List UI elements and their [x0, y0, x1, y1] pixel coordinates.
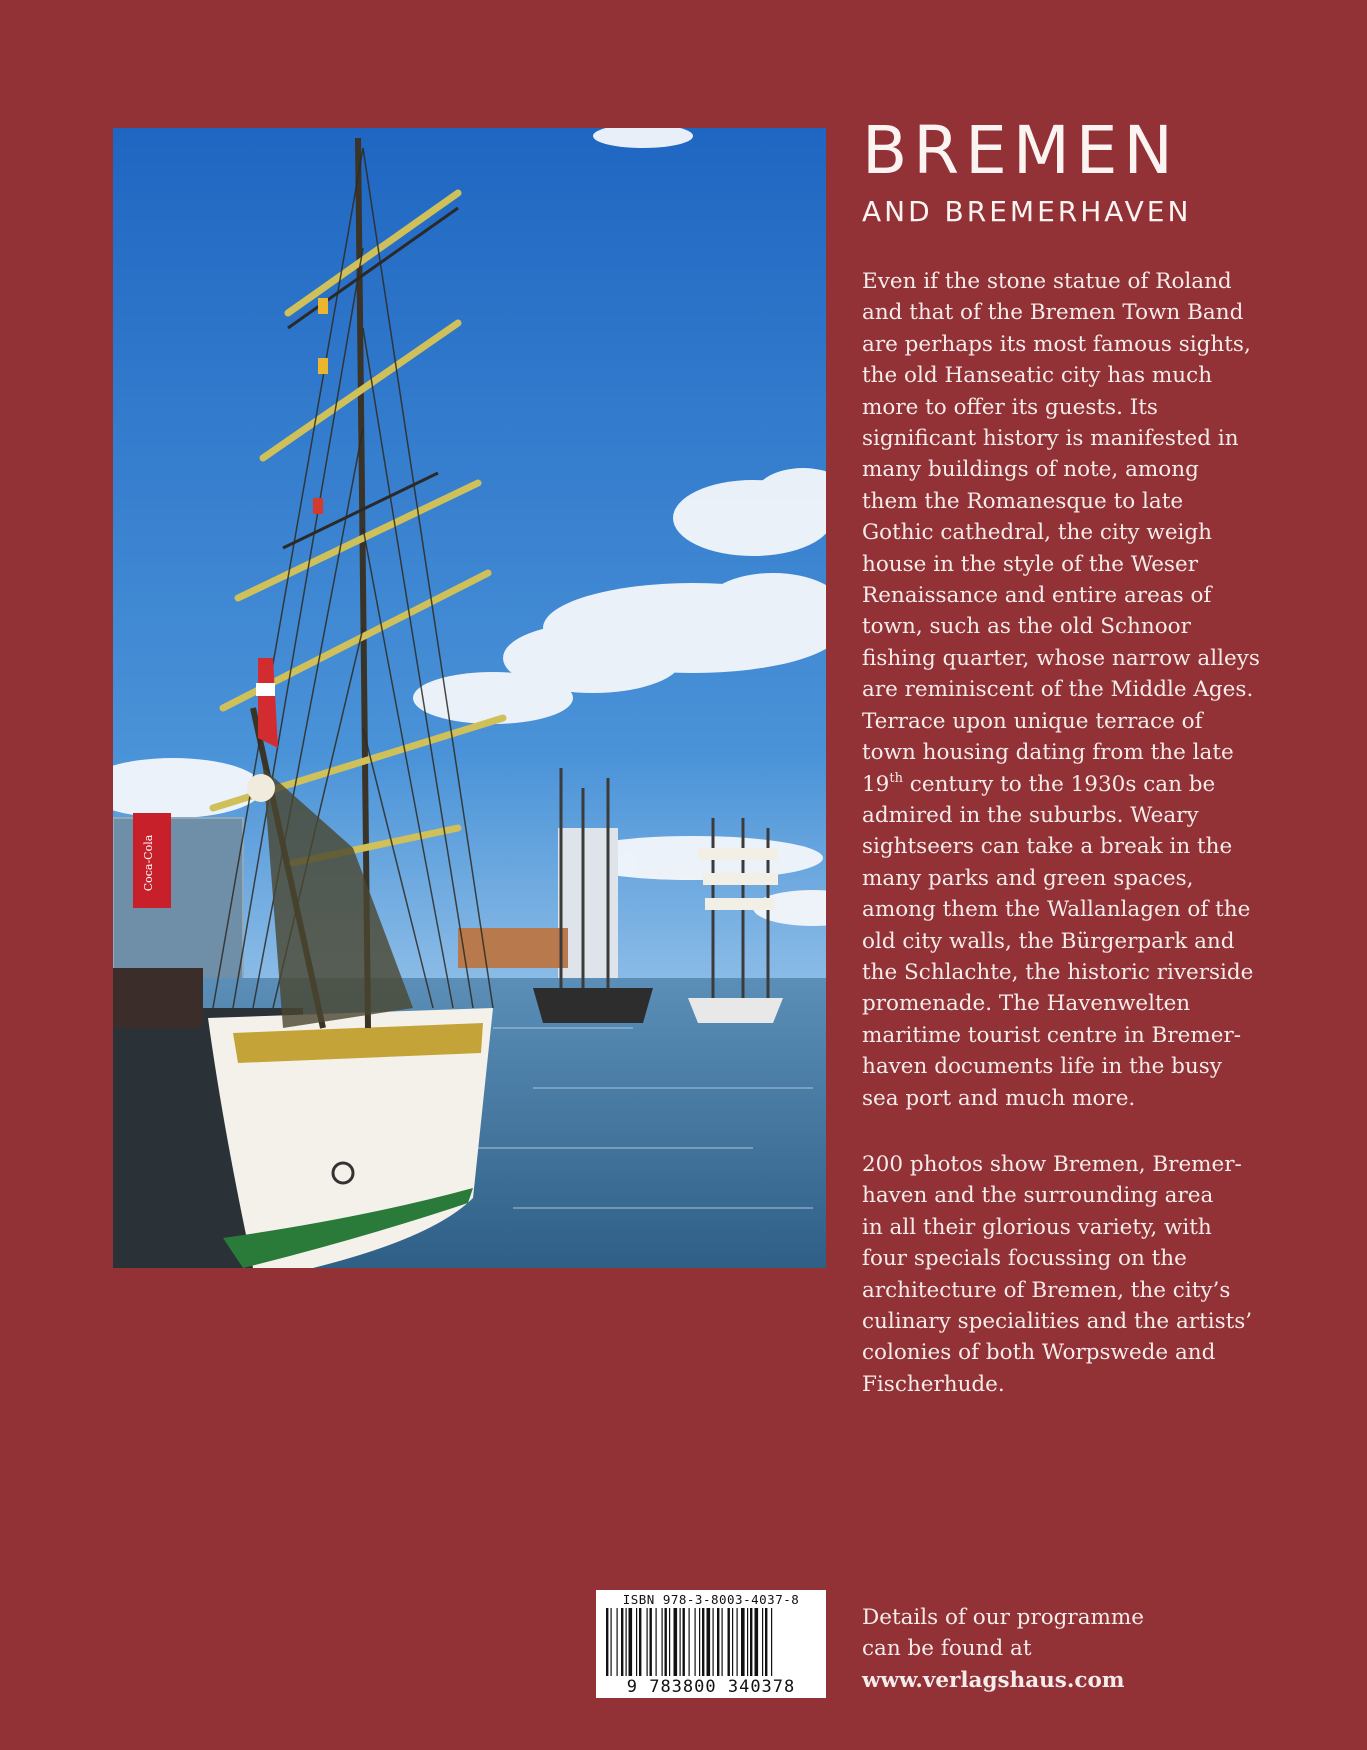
description-line: haven documents life in the busy	[862, 1054, 1222, 1080]
photos-paragraph	[862, 1149, 1302, 1400]
barcode-bar	[713, 1608, 714, 1676]
barcode-bar	[717, 1608, 719, 1676]
description-line: significant history is manifested in	[862, 426, 1239, 452]
barcode-bar	[722, 1608, 723, 1676]
barcode-bar	[606, 1608, 608, 1676]
barcode-bar	[674, 1608, 678, 1676]
barcode-bar	[707, 1608, 711, 1676]
description-line: Gothic cathedral, the city weigh	[862, 520, 1213, 546]
description-line: many parks and green spaces,	[862, 865, 1194, 891]
description-line: the Schlachte, the historic riverside	[862, 959, 1254, 985]
barcode-bar	[762, 1608, 763, 1676]
barcode-bar	[626, 1608, 627, 1676]
century-rest: century to the 1930s can be	[902, 771, 1216, 797]
barcode-bar	[728, 1608, 730, 1676]
description-line: fishing quarter, whose narrow alleys	[862, 645, 1260, 671]
publisher-details	[862, 1602, 1144, 1696]
ean-digits: 9 783800 340378	[626, 1677, 796, 1697]
century-number: 19	[862, 771, 890, 797]
description-line: among them the Wallanlagen of the	[862, 897, 1251, 923]
barcode-bar	[755, 1608, 759, 1676]
publisher-url-link[interactable]: www.verlagshaus.com	[862, 1667, 1125, 1693]
coca-cola-sign-text: Coca-Cola	[142, 834, 155, 892]
description-line: admired in the suburbs. Weary	[862, 802, 1199, 828]
isbn-barcode	[596, 1590, 826, 1698]
barcode-bar	[665, 1608, 667, 1676]
cover-photo	[113, 128, 826, 1268]
barcode-bar	[747, 1608, 748, 1676]
photos-line: haven and the surrounding area	[862, 1183, 1214, 1209]
barcode-bar	[650, 1608, 652, 1676]
barcode-bar	[699, 1608, 700, 1676]
photos-line: Fischerhude.	[862, 1371, 1005, 1397]
book-title: BREMEN	[862, 112, 1179, 189]
barcode-bar	[771, 1608, 772, 1676]
description-line: many buildings of note, among	[862, 457, 1199, 483]
barcode-bar	[689, 1608, 690, 1676]
description-line: maritime tourist centre in Bremer-	[862, 1022, 1242, 1048]
description-line: more to offer its guests. Its	[862, 394, 1158, 420]
photos-line: architecture of Bremen, the city’s	[862, 1277, 1231, 1303]
barcode-bar	[662, 1608, 663, 1676]
photos-line: 200 photos show Bremen, Bremer-	[862, 1152, 1242, 1177]
description-line: old city walls, the Bürgerpark and	[862, 928, 1235, 954]
description-line: house in the style of the Weser	[862, 551, 1198, 577]
description-line: sea port and much more.	[862, 1085, 1136, 1111]
book-subtitle: AND BREMERHAVEN	[862, 195, 1192, 228]
barcode-bar	[732, 1608, 733, 1676]
description-line: the old Hanseatic city has much	[862, 363, 1213, 389]
description-line: them the Romanesque to late	[862, 488, 1184, 514]
barcode-bar	[680, 1608, 681, 1676]
photos-line: colonies of both Worpswede and	[862, 1340, 1216, 1366]
barcode-bar	[695, 1608, 696, 1676]
barcode-bar	[611, 1608, 612, 1676]
details-line-1: Details of our programme	[862, 1605, 1145, 1630]
barcode-bar	[737, 1608, 738, 1676]
barcode-bar	[683, 1608, 685, 1676]
description-line: and that of the Bremen Town Band	[862, 300, 1244, 326]
description-line: are reminiscent of the Middle Ages.	[862, 677, 1254, 703]
description-line: Renaissance and entire areas of	[862, 583, 1212, 609]
barcode-bar	[629, 1608, 633, 1676]
description-line-century	[862, 769, 1302, 800]
isbn-label: ISBN 978-3-8003-4037-8	[622, 1592, 800, 1607]
barcode-bar	[750, 1608, 752, 1676]
details-line-2: can be found at	[862, 1636, 1032, 1662]
photos-line: in all their glorious variety, with	[862, 1214, 1212, 1240]
barcode-bar	[656, 1608, 657, 1676]
tall-ship-harbour-image	[113, 128, 826, 1268]
barcode-bar	[702, 1608, 704, 1676]
description-line: Terrace upon unique terrace of	[862, 708, 1203, 734]
description-line: town, such as the old Schnoor	[862, 614, 1191, 640]
description-line: town housing dating from the late	[862, 740, 1234, 766]
barcode-bar	[621, 1608, 623, 1676]
barcode-bars	[606, 1608, 816, 1676]
description-line: Even if the stone statue of Roland	[862, 269, 1232, 294]
barcode-bar	[741, 1608, 745, 1676]
barcode-bar	[617, 1608, 618, 1676]
barcode-bar	[669, 1608, 670, 1676]
description-paragraph	[862, 266, 1302, 1114]
barcode-bar	[765, 1608, 767, 1676]
barcode-bar	[639, 1608, 641, 1676]
barcode-bar	[647, 1608, 648, 1676]
description-line: promenade. The Havenwelten	[862, 991, 1191, 1017]
description-line: sightseers can take a break in the	[862, 834, 1233, 860]
photos-line: culinary specialities and the artists’	[862, 1309, 1253, 1335]
barcode-bar	[636, 1608, 637, 1676]
century-superscript: th	[889, 770, 903, 786]
description-line: are perhaps its most famous sights,	[862, 331, 1251, 357]
photos-line: four specials focussing on the	[862, 1246, 1187, 1272]
